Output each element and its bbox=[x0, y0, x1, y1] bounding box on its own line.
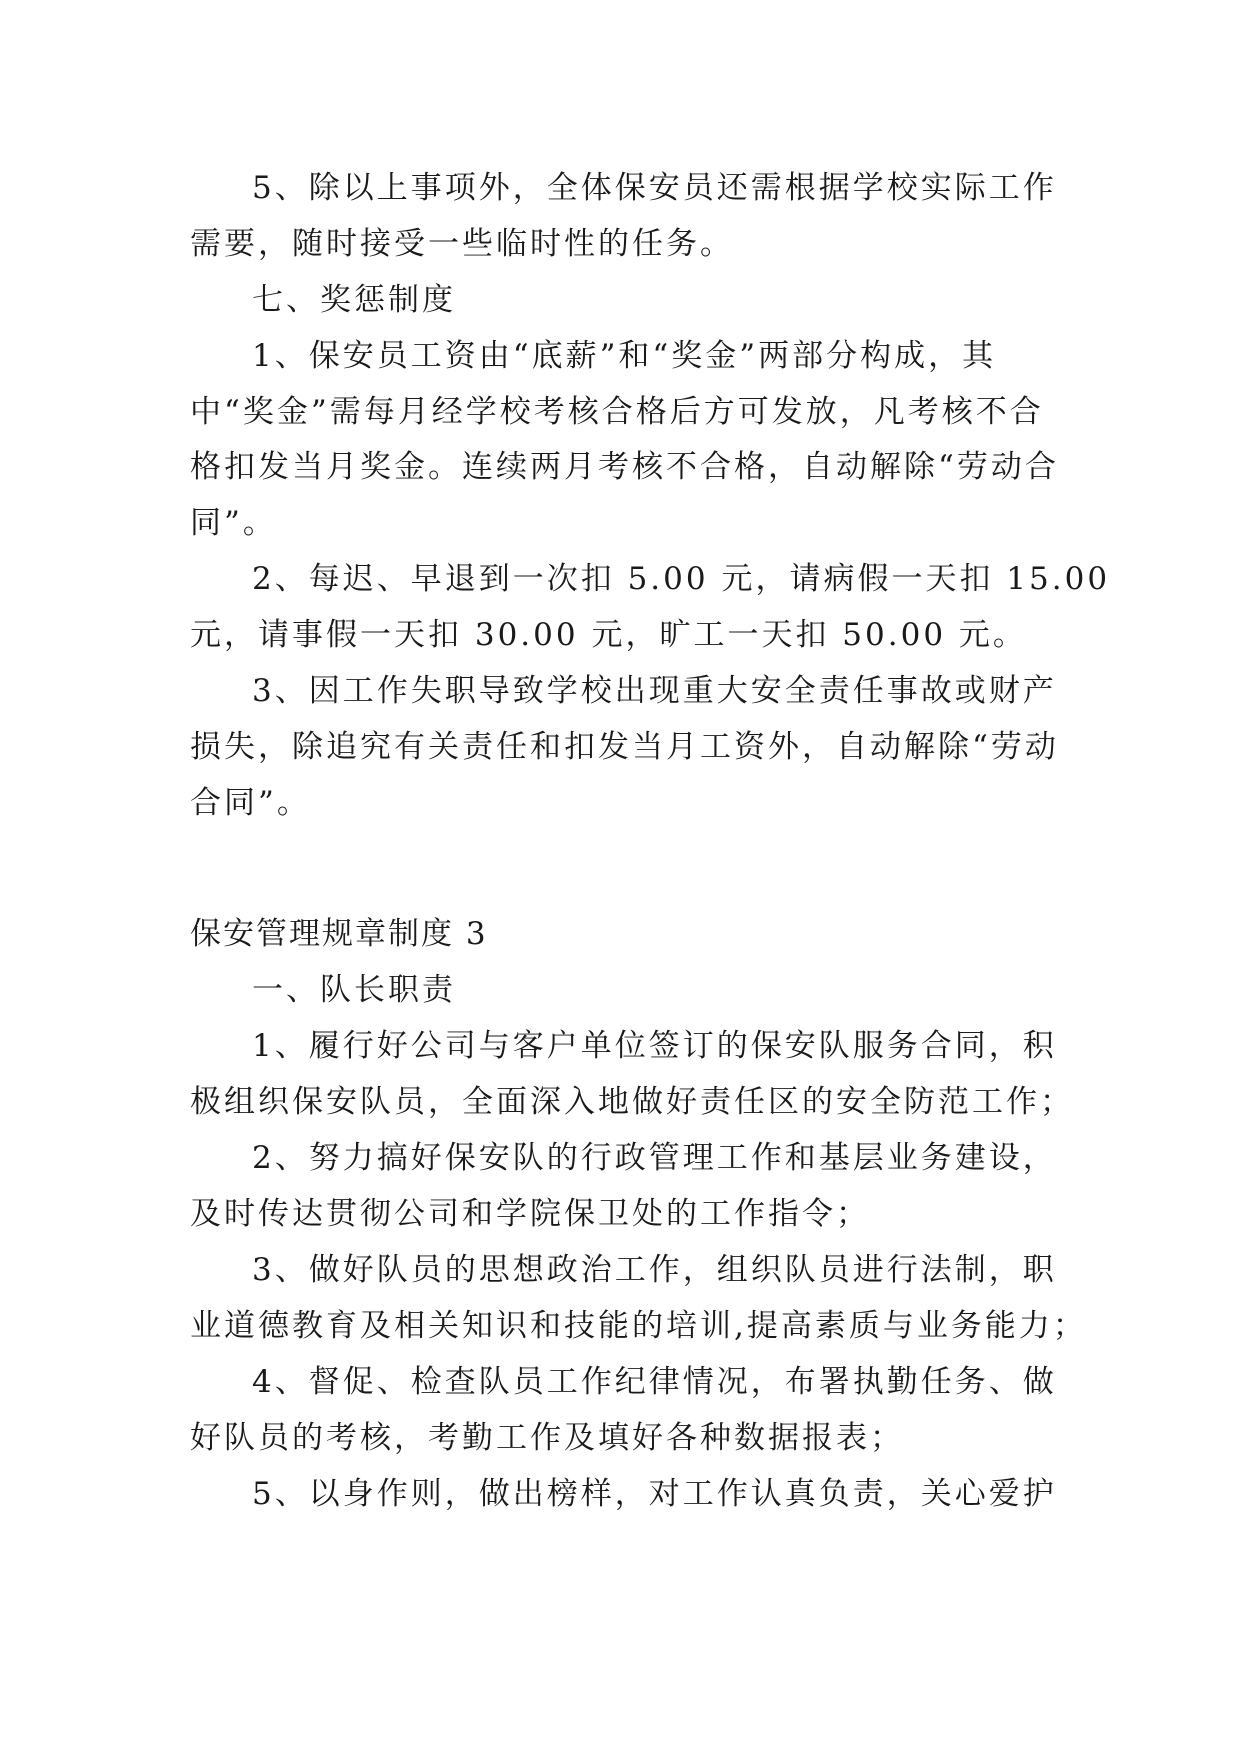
paragraph-line: 同”。 bbox=[190, 505, 277, 541]
paragraph-line: 3、因工作失职导致学校出现重大安全责任事故或财产 bbox=[252, 673, 1057, 709]
paragraph-line: 格扣发当月奖金。连续两月考核不合格，自动解除“劳动合 bbox=[190, 449, 1059, 485]
paragraph-line: 元，请事假一天扣 30.00 元，旷工一天扣 50.00 元。 bbox=[190, 617, 1027, 653]
paragraph-line: 1、履行好公司与客户单位签订的保安队服务合同，积 bbox=[252, 1028, 1057, 1064]
paragraph-line: 及时传达贯彻公司和学院保卫处的工作指令； bbox=[190, 1196, 870, 1232]
section-heading: 七、奖惩制度 bbox=[252, 282, 456, 318]
paragraph-line: 极组织保安队员，全面深入地做好责任区的安全防范工作； bbox=[190, 1084, 1074, 1120]
paragraph-line: 中“奖金”需每月经学校考核合格后方可发放，凡考核不合 bbox=[190, 394, 1044, 430]
paragraph-line: 业道德教育及相关知识和技能的培训,提高素质与业务能力； bbox=[190, 1308, 1087, 1344]
paragraph-line: 3、做好队员的思想政治工作，组织队员进行法制，职 bbox=[252, 1252, 1057, 1288]
paragraph-line: 合同”。 bbox=[190, 785, 311, 821]
paragraph-line: 4、督促、检查队员工作纪律情况，布署执勤任务、做 bbox=[252, 1364, 1057, 1400]
document-title: 保安管理规章制度 3 bbox=[190, 916, 488, 952]
paragraph-line: 5、以身作则，做出榜样，对工作认真负责，关心爱护 bbox=[252, 1476, 1057, 1512]
section-heading: 一、队长职责 bbox=[252, 972, 456, 1008]
paragraph-line: 好队员的考核，考勤工作及填好各种数据报表； bbox=[190, 1420, 904, 1456]
paragraph-line: 5、除以上事项外，全体保安员还需根据学校实际工作 bbox=[252, 170, 1057, 206]
paragraph-line: 2、努力搞好保安队的行政管理工作和基层业务建设， bbox=[252, 1140, 1057, 1176]
paragraph-line: 1、保安员工资由“底薪”和“奖金”两部分构成，其 bbox=[252, 338, 997, 374]
paragraph-line: 损失，除追究有关责任和扣发当月工资外，自动解除“劳动 bbox=[190, 729, 1059, 765]
paragraph-line: 需要，随时接受一些临时性的任务。 bbox=[190, 226, 734, 262]
paragraph-line: 2、每迟、早退到一次扣 5.00 元，请病假一天扣 15.00 bbox=[252, 561, 1111, 597]
